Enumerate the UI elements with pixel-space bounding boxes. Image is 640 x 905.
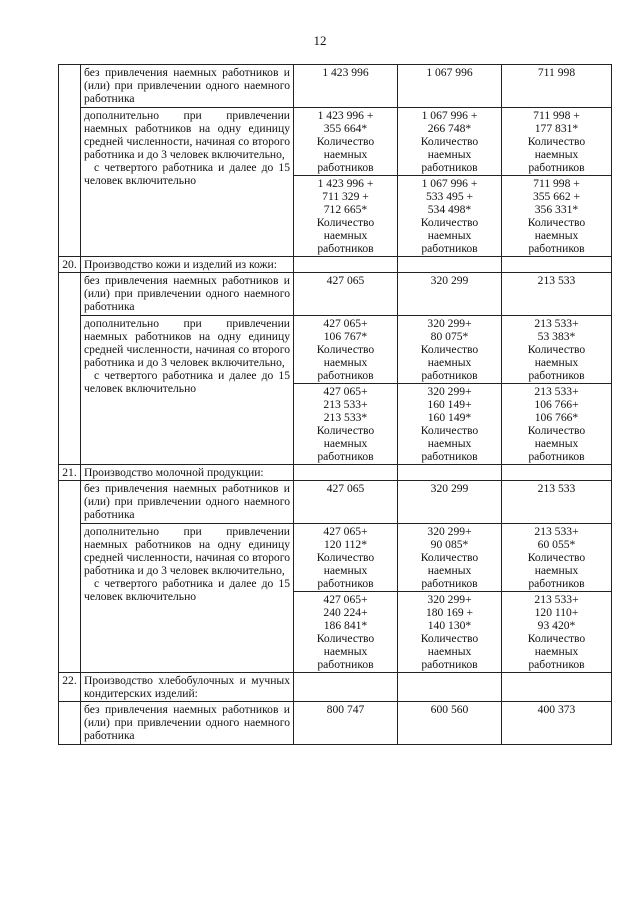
value-line: наемных: [323, 645, 368, 658]
value-cell: [502, 108, 612, 176]
value-line: работников: [528, 242, 585, 255]
value-line: 427 065: [326, 274, 365, 287]
section-title: Производство хлебобулочных и мучных кондитерских изделий:: [81, 673, 294, 702]
description-part: дополнительно при привлечении наемных работников на одну единицу средней численности, начиная со второго работника и до 3 человек включительно,: [84, 109, 290, 161]
row-description: [81, 316, 294, 465]
value-line: 427 065+: [323, 385, 368, 398]
value-cell: [294, 176, 398, 257]
value-line: Количество: [316, 343, 375, 356]
value-cell: [502, 384, 612, 465]
value-line: 213 533+: [323, 398, 368, 411]
value-line: наемных: [534, 148, 579, 161]
value-line: Количество: [420, 424, 479, 437]
empty-cell: [398, 257, 502, 273]
value-line: 1 067 996 +: [421, 109, 478, 122]
value-line: 160 149*: [427, 411, 472, 424]
value-line: 320 299+: [427, 317, 472, 330]
row-number: 20.: [59, 257, 81, 273]
value-cell: [398, 384, 502, 465]
value-line: 600 560: [430, 703, 469, 716]
value-line: 711 998 +: [533, 109, 580, 122]
value-cell: [398, 108, 502, 176]
value-line: 180 169 +: [425, 606, 474, 619]
value-line: 427 065+: [323, 593, 368, 606]
value-line: 177 831*: [534, 122, 579, 135]
value-cell: [398, 316, 502, 384]
value-line: 266 748*: [427, 122, 472, 135]
value-line: 427 065+: [323, 525, 368, 538]
value-cell: [502, 65, 612, 108]
empty-cell: [294, 257, 398, 273]
table-row: [59, 673, 612, 702]
value-line: работников: [528, 161, 585, 174]
value-line: 160 149+: [427, 398, 472, 411]
value-line: наемных: [534, 564, 579, 577]
value-line: 320 299+: [427, 385, 472, 398]
value-line: работников: [528, 450, 585, 463]
value-cell: [502, 481, 612, 524]
value-line: Количество: [420, 551, 479, 564]
value-line: Количество: [527, 343, 586, 356]
value-cell: [502, 702, 612, 745]
row-number: 21.: [59, 465, 81, 481]
value-line: Количество: [316, 424, 375, 437]
value-line: 90 085*: [430, 538, 469, 551]
value-cell: [294, 702, 398, 745]
value-line: Количество: [527, 424, 586, 437]
value-line: 320 299+: [427, 593, 472, 606]
value-line: работников: [317, 658, 374, 671]
value-line: работников: [528, 369, 585, 382]
row-number-cell: [59, 273, 81, 465]
value-line: наемных: [534, 356, 579, 369]
value-line: Количество: [316, 551, 375, 564]
value-line: 320 299+: [427, 525, 472, 538]
value-line: 106 767*: [323, 330, 368, 343]
value-line: 1 067 996: [426, 66, 473, 79]
value-line: наемных: [534, 229, 579, 242]
section-title: Производство молочной продукции:: [81, 465, 294, 481]
value-line: Количество: [527, 632, 586, 645]
value-line: Количество: [316, 135, 375, 148]
value-line: 400 373: [537, 703, 576, 716]
value-line: 711 998: [537, 66, 576, 79]
value-line: работников: [421, 577, 478, 590]
value-line: наемных: [323, 229, 368, 242]
value-cell: [398, 481, 502, 524]
value-cell: [398, 273, 502, 316]
value-line: 427 065+: [323, 317, 368, 330]
value-line: 1 423 996 +: [317, 177, 374, 190]
value-line: 213 533+: [534, 317, 579, 330]
value-line: Количество: [527, 135, 586, 148]
value-cell: [398, 702, 502, 745]
value-line: Количество: [527, 216, 586, 229]
value-line: 1 067 996 +: [421, 177, 478, 190]
value-line: 60 055*: [537, 538, 576, 551]
description-part: с четвертого работника и далее до 15 человек включительно: [84, 161, 290, 187]
empty-cell: [502, 257, 612, 273]
value-line: 53 383*: [537, 330, 576, 343]
value-line: наемных: [427, 437, 472, 450]
value-cell: [502, 524, 612, 592]
value-cell: [502, 592, 612, 673]
value-line: Количество: [420, 343, 479, 356]
value-line: наемных: [427, 229, 472, 242]
value-line: Количество: [420, 632, 479, 645]
empty-cell: [294, 465, 398, 481]
value-cell: [502, 273, 612, 316]
value-line: 213 533+: [534, 525, 579, 538]
description-part: дополнительно при привлечении наемных работников на одну единицу средней численности, начиная со второго работника и до 3 человек включительно,: [84, 525, 290, 577]
empty-cell: [398, 465, 502, 481]
row-description: [81, 108, 294, 257]
table-row: [59, 702, 612, 745]
row-number-cell: [59, 65, 81, 257]
tax-rate-table: [58, 64, 612, 745]
value-line: работников: [421, 242, 478, 255]
table-row: [59, 273, 612, 316]
empty-cell: [398, 673, 502, 702]
value-line: 533 495 +: [425, 190, 474, 203]
value-line: 213 533+: [534, 593, 579, 606]
value-line: наемных: [323, 148, 368, 161]
table-row: [59, 257, 612, 273]
value-line: работников: [317, 242, 374, 255]
row-description: без привлечения наемных работников и (или) при привлечении одного наемного работника: [81, 273, 294, 316]
value-line: наемных: [534, 437, 579, 450]
value-line: 711 329 +: [322, 190, 369, 203]
value-line: 213 533: [537, 274, 576, 287]
value-line: наемных: [534, 645, 579, 658]
value-line: работников: [528, 577, 585, 590]
value-cell: [398, 176, 502, 257]
value-line: 106 766+: [534, 398, 579, 411]
value-cell: [398, 65, 502, 108]
value-cell: [502, 176, 612, 257]
description-part: с четвертого работника и далее до 15 человек включительно: [84, 577, 290, 603]
value-line: наемных: [323, 356, 368, 369]
value-cell: [294, 524, 398, 592]
row-number-cell: [59, 481, 81, 673]
section-title: Производство кожи и изделий из кожи:: [81, 257, 294, 273]
empty-cell: [294, 673, 398, 702]
value-line: работников: [317, 577, 374, 590]
value-line: 213 533: [537, 482, 576, 495]
value-line: работников: [317, 450, 374, 463]
value-line: 355 662 +: [532, 190, 581, 203]
row-number-cell: [59, 702, 81, 745]
value-line: 1 423 996 +: [317, 109, 374, 122]
value-line: 80 075*: [430, 330, 469, 343]
value-line: 120 110+: [534, 606, 579, 619]
value-line: работников: [421, 658, 478, 671]
row-number: 22.: [59, 673, 81, 702]
value-line: 240 224+: [323, 606, 368, 619]
value-line: работников: [317, 369, 374, 382]
page-number: 12: [313, 33, 327, 48]
value-line: Количество: [316, 216, 375, 229]
value-line: наемных: [427, 148, 472, 161]
value-line: работников: [317, 161, 374, 174]
table-row: [59, 316, 612, 384]
value-cell: [294, 108, 398, 176]
table-row: [59, 65, 612, 108]
table-row: [59, 108, 612, 176]
value-line: работников: [421, 161, 478, 174]
value-line: 186 841*: [323, 619, 368, 632]
value-cell: [294, 65, 398, 108]
value-line: 93 420*: [537, 619, 576, 632]
value-line: 534 498*: [427, 203, 472, 216]
value-line: 427 065: [326, 482, 365, 495]
value-line: 213 533+: [534, 385, 579, 398]
value-line: наемных: [323, 564, 368, 577]
description-part: дополнительно при привлечении наемных работников на одну единицу средней численности, начиная со второго работника и до 3 человек включительно,: [84, 317, 290, 369]
value-cell: [294, 384, 398, 465]
value-cell: [398, 592, 502, 673]
value-cell: [294, 592, 398, 673]
value-line: 712 665*: [323, 203, 368, 216]
row-description: без привлечения наемных работников и (или) при привлечении одного наемного работника: [81, 65, 294, 108]
value-line: работников: [528, 658, 585, 671]
value-line: Количество: [420, 216, 479, 229]
value-line: работников: [421, 369, 478, 382]
row-description: [81, 524, 294, 673]
value-line: 140 130*: [427, 619, 472, 632]
description-part: с четвертого работника и далее до 15 человек включительно: [84, 369, 290, 395]
value-line: Количество: [316, 632, 375, 645]
value-line: 320 299: [430, 274, 469, 287]
value-line: 106 766*: [534, 411, 579, 424]
value-cell: [294, 316, 398, 384]
row-description: без привлечения наемных работников и (или) при привлечении одного наемного работника: [81, 481, 294, 524]
value-line: Количество: [527, 551, 586, 564]
value-line: 355 664*: [323, 122, 368, 135]
value-line: наемных: [427, 356, 472, 369]
value-line: 213 533*: [323, 411, 368, 424]
row-description: без привлечения наемных работников и (или) при привлечении одного наемного работника: [81, 702, 294, 745]
value-line: наемных: [323, 437, 368, 450]
value-cell: [502, 316, 612, 384]
table-row: [59, 524, 612, 592]
value-line: Количество: [420, 135, 479, 148]
value-line: 120 112*: [323, 538, 368, 551]
value-line: 320 299: [430, 482, 469, 495]
value-line: 1 423 996: [322, 66, 369, 79]
empty-cell: [502, 673, 612, 702]
value-line: наемных: [427, 645, 472, 658]
value-line: наемных: [427, 564, 472, 577]
value-line: 711 998 +: [533, 177, 580, 190]
value-line: работников: [421, 450, 478, 463]
table-row: [59, 465, 612, 481]
value-line: 356 331*: [534, 203, 579, 216]
empty-cell: [502, 465, 612, 481]
value-cell: [294, 481, 398, 524]
value-cell: [294, 273, 398, 316]
value-cell: [398, 524, 502, 592]
value-line: 800 747: [326, 703, 365, 716]
table-row: [59, 481, 612, 524]
